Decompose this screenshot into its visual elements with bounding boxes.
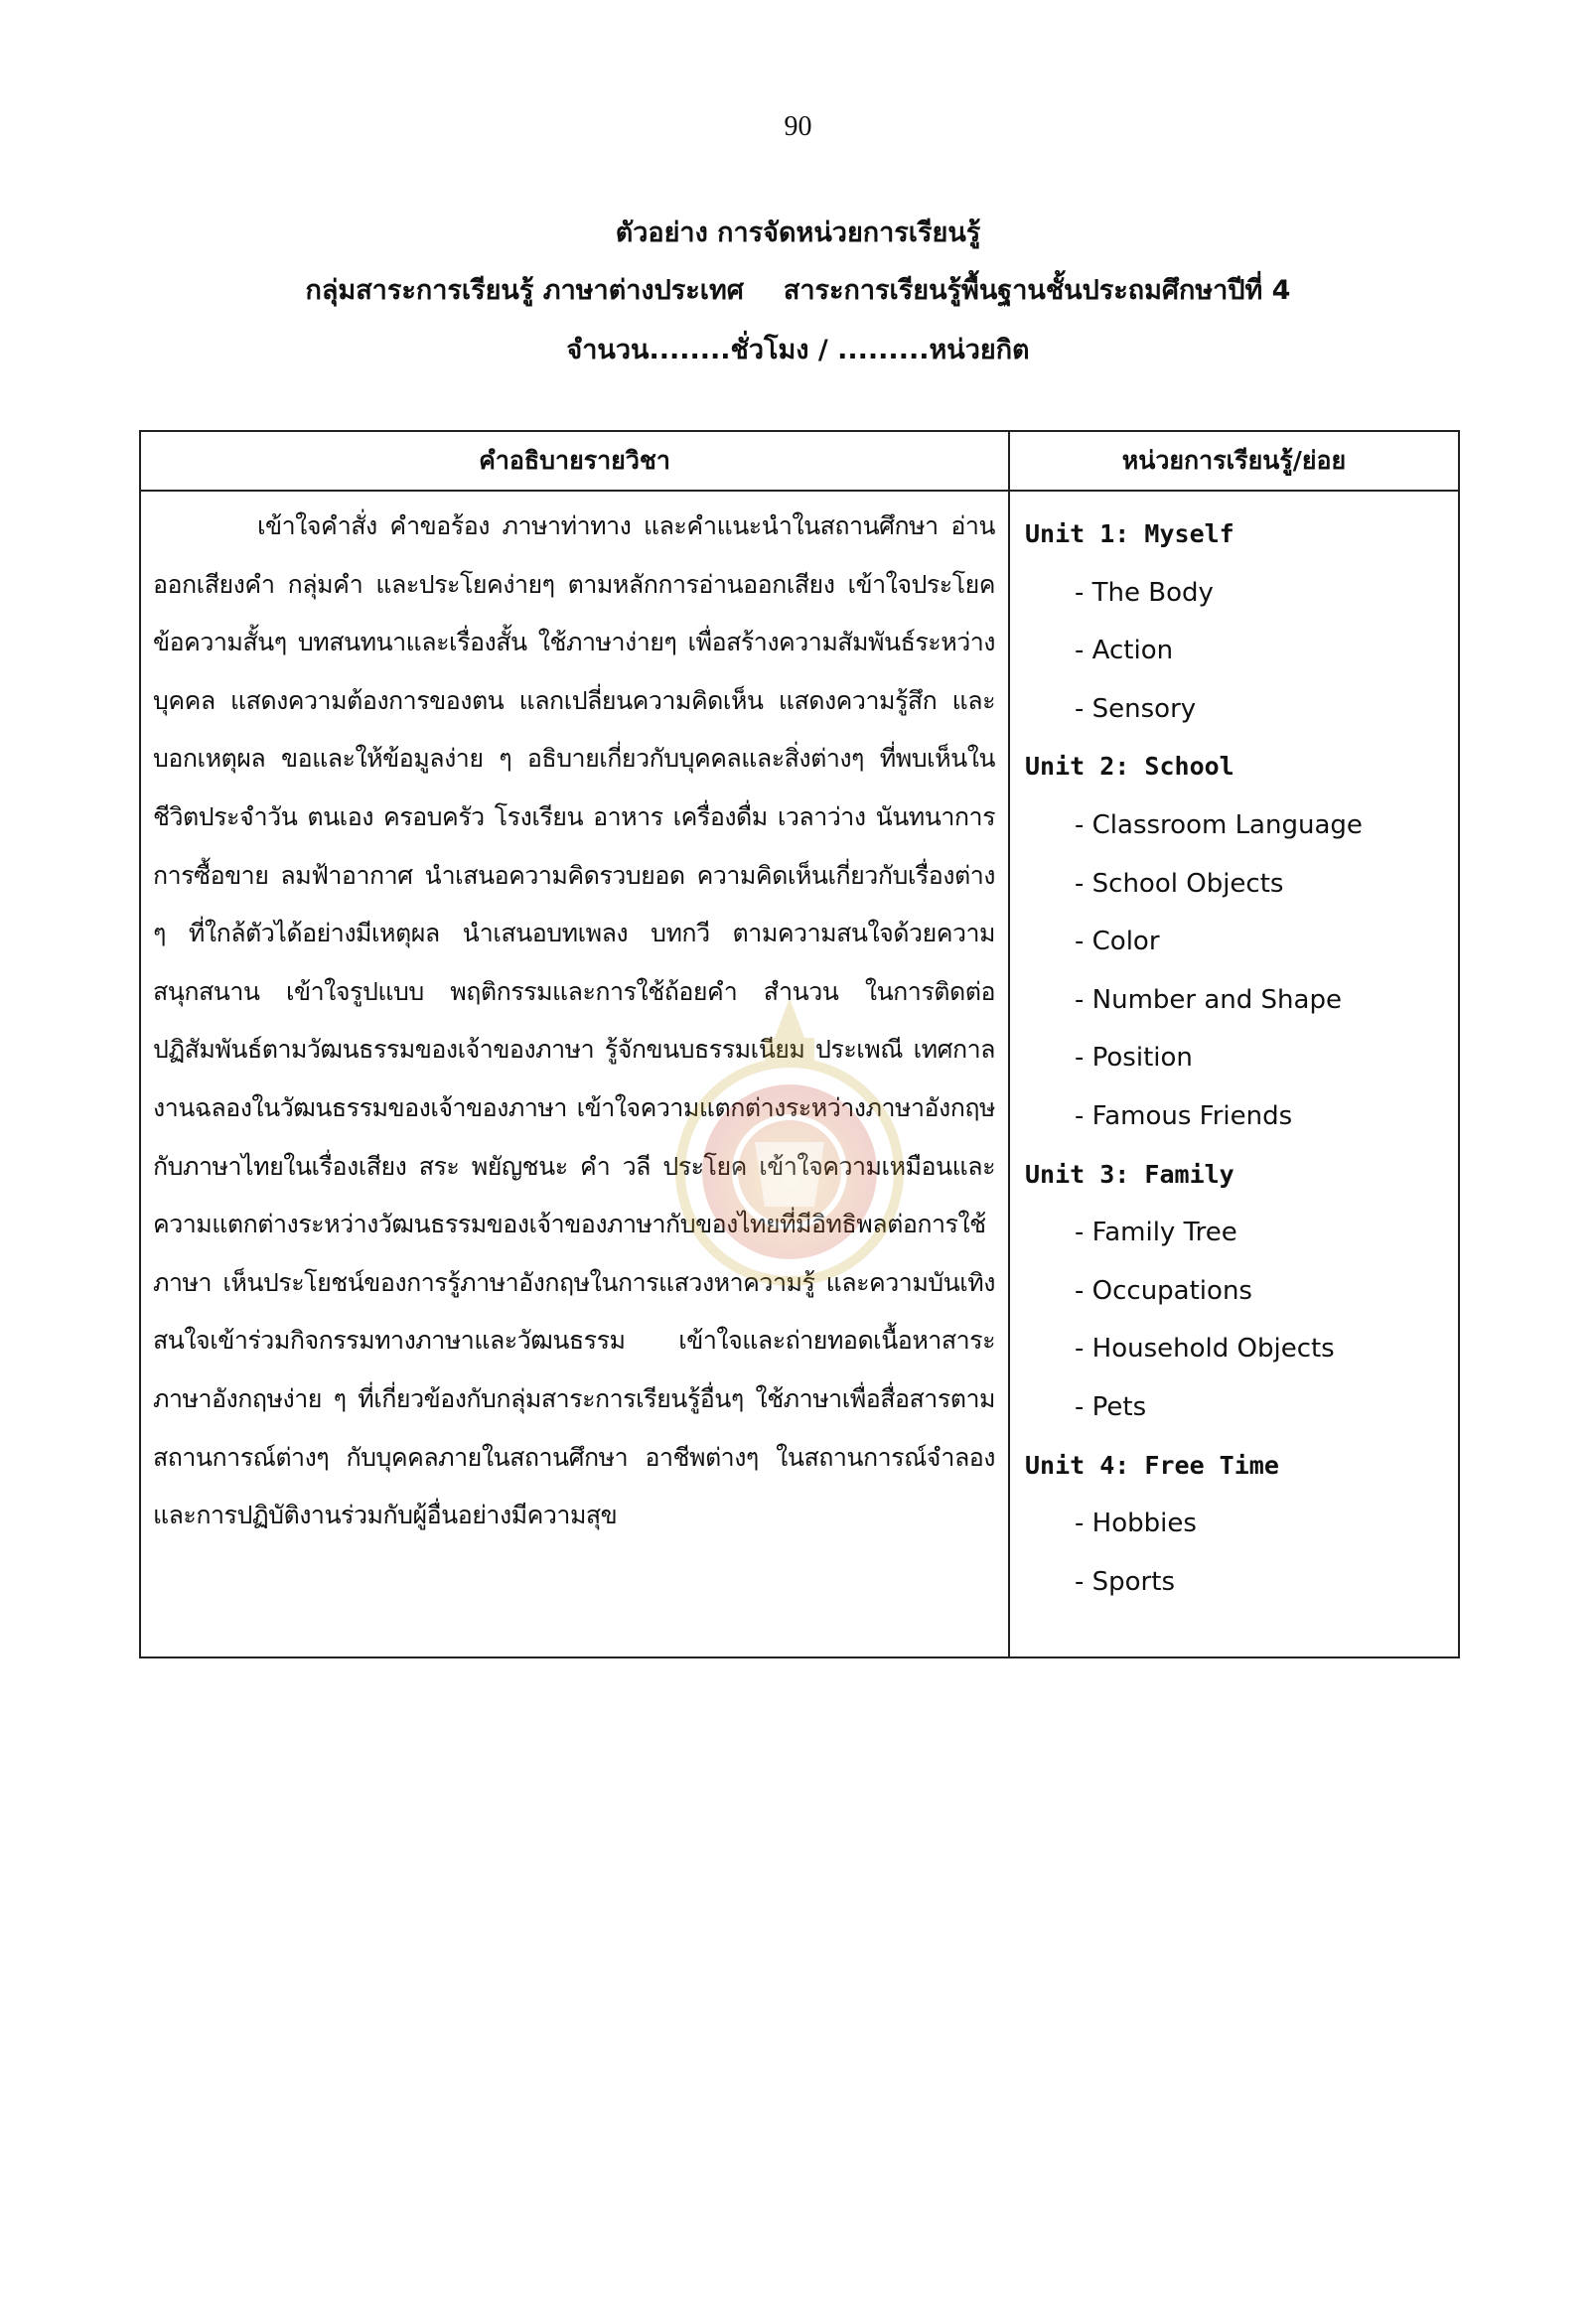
unit-topic: - Family Tree: [1075, 1218, 1237, 1248]
document-title: ตัวอย่าง การจัดหน่วยการเรียนรู้: [615, 217, 981, 248]
unit-topic: - Number and Shape: [1075, 984, 1342, 1015]
unit-topic: - Household Objects: [1075, 1334, 1335, 1365]
learning-units-header: หน่วยการเรียนรู้/ย่อย: [1121, 446, 1347, 475]
subject-group: กลุ่มสาระการเรียนรู้ ภาษาต่างประเทศ: [305, 275, 744, 306]
unit-topic: - School Objects: [1075, 868, 1284, 899]
unit-topic: - Famous Friends: [1075, 1100, 1293, 1131]
unit-topic: - Color: [1075, 927, 1160, 957]
unit-topic: - Classroom Language: [1075, 809, 1363, 840]
unit-heading: Unit 3: Family: [1025, 1159, 1234, 1189]
unit-topic: - Sensory: [1075, 693, 1197, 724]
unit-heading: Unit 1: Myself: [1025, 519, 1234, 548]
unit-topic: - Position: [1075, 1043, 1193, 1074]
unit-topic: - Hobbies: [1075, 1509, 1197, 1539]
page-number: 90: [784, 111, 812, 142]
column-divider: [1008, 432, 1010, 1656]
hours-credits-line: จำนวน........ชั่วโมง / .........หน่วยกิต: [566, 335, 1030, 365]
unit-topic: - Occupations: [1075, 1275, 1252, 1306]
document-subtitle: [0, 268, 1596, 311]
learning-units-list: [1025, 505, 1448, 1611]
grade-level: สาระการเรียนรู้พื้นฐานชั้นประถมศึกษาปีที่ 4: [783, 275, 1291, 306]
unit-topic: - The Body: [1075, 577, 1214, 608]
unit-topic: - Sports: [1075, 1566, 1175, 1597]
unit-topic: - Action: [1075, 636, 1174, 666]
course-description-text: เข้าใจคำสั่ง คำขอร้อง ภาษาท่าทาง และคำแนะนำในสถานศึกษา อ่านออกเสียงคำ กลุ่มคำ และประโยคง่ายๆ ตามหลักการอ่านออกเสียง เข้าใจประโยค ข้อความสั้นๆ บทสนทนาและเรื่องสั้น ใช้ภาษาง่ายๆ เพื่อสร้างความสัมพันธ์ระหว่างบุคคล แสดงความต้องการของตน แลกเปลี่ยนความคิดเห็น แสดงความรู้สึก และบอกเหตุผล ขอและให้ข้อมูลง่าย ๆ อธิบายเกี่ยวกับบุคคลและสิ่งต่างๆ ที่พบเห็นในชีวิตประจำวัน ตนเอง ครอบครัว โรงเรียน อาหาร เครื่องดื่ม เวลาว่าง นันทนาการ การซื้อขาย ลมฟ้าอากาศ นำเสนอความคิดรวบยอด ความคิดเห็นเกี่ยวกับเรื่องต่าง ๆ ที่ใกล้ตัวได้อย่างมีเหตุผล นำเสนอบทเพลง บทกวี ตามความสนใจด้วยความสนุกสนาน เข้าใจรูปแบบ พฤติกรรมและการใช้ถ้อยคำ สำนวน ในการติดต่อปฏิสัมพันธ์ตามวัฒนธรรมของเจ้าของภาษา รู้จักขนบธรรมเนียม ประเพณี เทศกาล งานฉลองในวัฒนธรรมของเจ้าของภาษา เข้าใจความแตกต่างระหว่างภาษาอังกฤษกับภาษาไทยในเรื่องเสียง สระ พยัญชนะ คำ วลี ประโยค เข้าใจความเหมือนและความแตกต่างระหว่างวัฒนธรรมของเจ้าของภาษากับของไทยที่มีอิทธิพลต่อการใช้ภาษา เห็นประโยชน์ของการรู้ภาษาอังกฤษในการแสวงหาความรู้ และความบันเทิง สนใจเข้าร่วมกิจกรรมทางภาษาและวัฒนธรรม เข้าใจและถ่ายทอดเนื้อหาสาระภาษาอังกฤษง่าย ๆ ที่เกี่ยวข้องกับกลุ่มสาระการเรียนรู้อื่นๆ ใช้ภาษาเพื่อสื่อสารตามสถานการณ์ต่างๆ กับบุคคลภายในสถานศึกษา อาชีพต่างๆ ในสถานการณ์จำลอง และการปฏิบัติงานร่วมกับผู้อื่นอย่างมีความสุข: [153, 511, 995, 1530]
course-table: [139, 430, 1460, 1658]
header-divider: [141, 490, 1458, 492]
unit-topic: - Pets: [1075, 1391, 1147, 1422]
unit-heading: Unit 2: School: [1025, 752, 1234, 782]
unit-heading: Unit 4: Free Time: [1025, 1450, 1279, 1480]
course-description-header: คำอธิบายรายวิชา: [479, 446, 670, 475]
